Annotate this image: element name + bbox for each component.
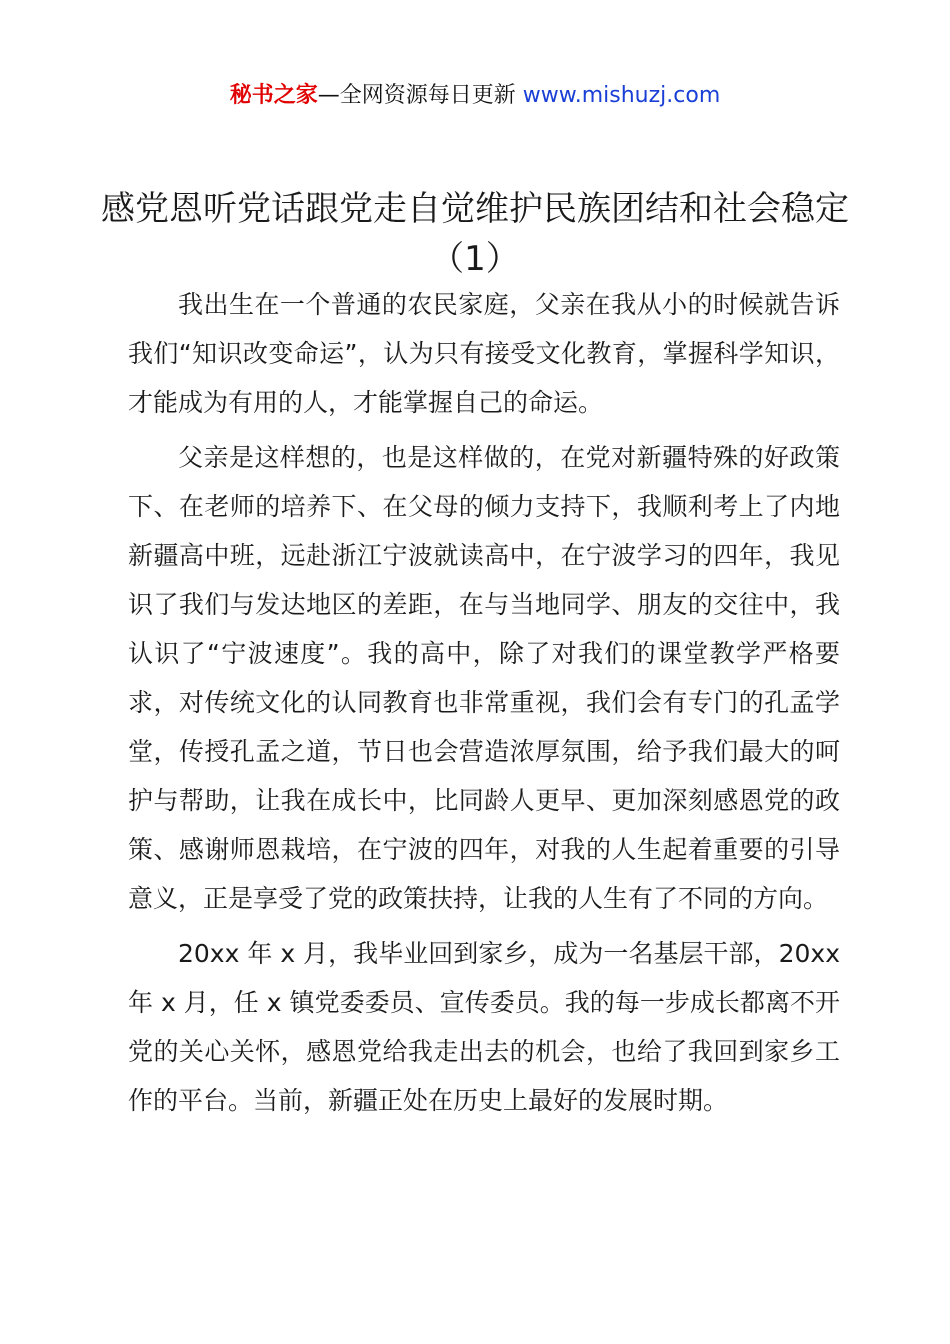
document-body (128, 280, 840, 1131)
paragraph: 20xx 年 x 月，我毕业回到家乡，成为一名基层干部，20xx 年 x 月，任 x 镇党委委员、宣传委员。我的每一步成长都离不开党的关心关怀，感恩党给我走出去的机会，也给了我回到家乡工作的平台。当前，新疆正处在历史上最好的发展时期。 (128, 939, 840, 1115)
site-brand: 秘书之家 (229, 83, 318, 108)
paragraph: 父亲是这样想的，也是这样做的，在党对新疆特殊的好政策下、在老师的培养下、在父母的倾力支持下，我顺利考上了内地新疆高中班，远赴浙江宁波就读高中，在宁波学习的四年，我见识了我们与发达地区的差距，在与当地同学、朋友的交往中，我认识了“宁波速度”。我的高中，除了对我们的课堂教学严格要求，对传统文化的认同教育也非常重视，我们会有专门的孔孟学堂，传授孔孟之道，节日也会营造浓厚氛围，给予我们最大的呵护与帮助，让我在成长中，比同龄人更早、更加深刻感恩党的政策、感谢师恩栽培，在宁波的四年，对我的人生起着重要的引导意义，正是享受了党的政策扶持，让我的人生有了不同的方向。 (128, 443, 840, 913)
site-url-link[interactable]: www.mishuzj.com (522, 83, 721, 108)
site-tagline: —全网资源每日更新 (317, 83, 516, 108)
document-title: 感党恩听党话跟党走自觉维护民族团结和社会稳定（1） (101, 189, 849, 279)
site-header (0, 80, 950, 112)
paragraph: 我出生在一个普通的农民家庭，父亲在我从小的时候就告诉我们“知识改变命运”，认为只有接受文化教育，掌握科学知识，才能成为有用的人，才能掌握自己的命运。 (128, 290, 840, 417)
